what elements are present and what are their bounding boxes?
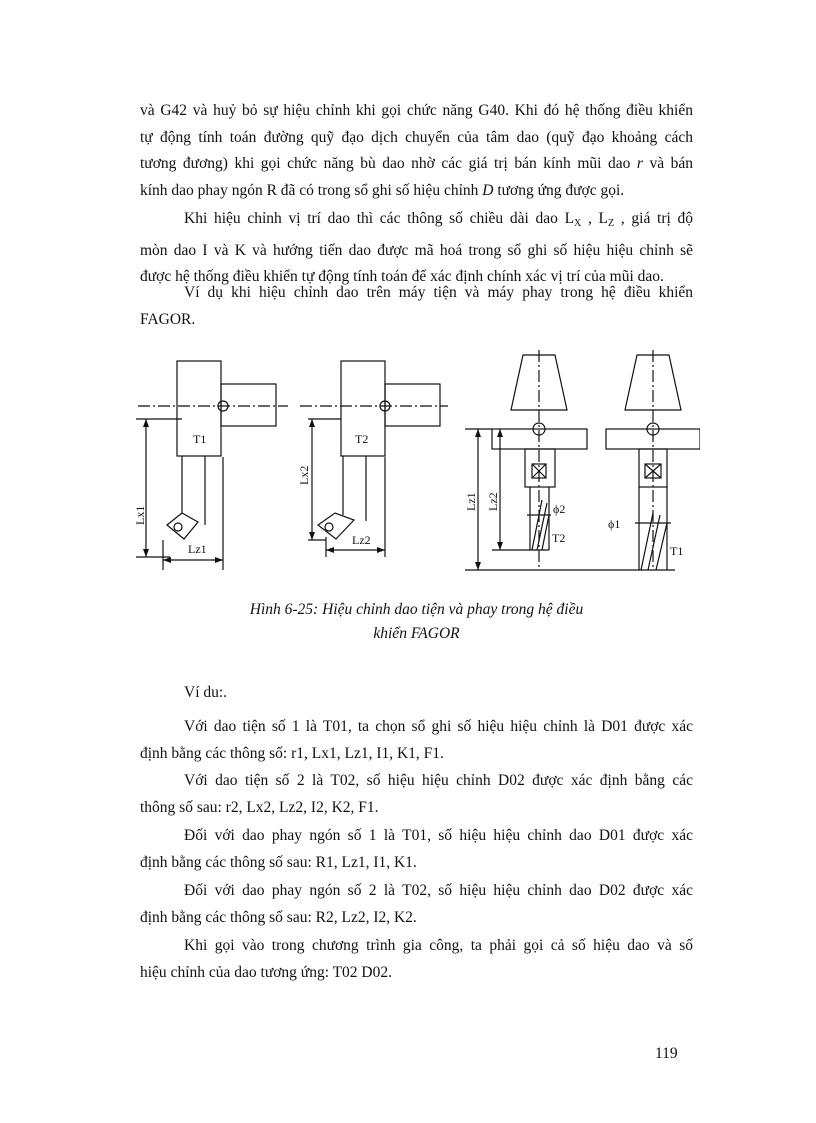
p1-var-r: r xyxy=(636,155,643,172)
lathe-tool-t1 xyxy=(136,361,288,570)
turret-t1 xyxy=(221,384,276,426)
figure-caption xyxy=(140,598,693,646)
p1-line-4-b: tương ứng được gọi. xyxy=(493,181,625,199)
p8-line-1: Đối với dao phay ngón số 2 là T02, số hiệu hiệu chỉnh dao D02 được xác xyxy=(184,882,693,899)
label-lz2: Lz2 xyxy=(352,533,371,547)
p7-line-1: Đối với dao phay ngón số 1 là T01, số hiệu hiệu chỉnh dao D01 được xác xyxy=(184,827,693,844)
p7-line-2: định bằng các thông số sau: R1, Lz1, I1, K1. xyxy=(140,853,417,871)
p2-line-1-c: , giá trị độ xyxy=(614,210,693,227)
paragraph-3 xyxy=(140,280,693,333)
p1-line-3-a: tương đương) khi gọi chức năng bù dao nhờ các giá trị bán kính mũi dao xyxy=(140,155,637,172)
paragraph-7 xyxy=(140,823,693,876)
caption-line-2: khiển FAGOR xyxy=(373,625,460,642)
p2-sub-x: X xyxy=(574,218,582,229)
p2-line-1-b: , L xyxy=(581,210,609,227)
example-heading xyxy=(140,680,693,707)
p9-line-1: Khi gọi vào trong chương trình gia công, ta phải gọi cả số hiệu dao và số xyxy=(184,937,693,954)
p1-line-1: và G42 và huỷ bỏ sự hiệu chỉnh khi gọi chức năng G40. Khi đó hệ thống điều khiển xyxy=(140,102,693,119)
insert-hole-t1 xyxy=(174,523,182,531)
p2-line-1 xyxy=(140,206,693,238)
insert-t2 xyxy=(318,513,354,539)
p3-line-1: Ví dụ khi hiệu chỉnh dao trên máy tiện và máy phay trong hệ điều khiển xyxy=(184,284,693,301)
label-lz2-mill: Lz2 xyxy=(486,492,500,511)
label-lx2: Lx2 xyxy=(297,465,311,485)
insert-t1 xyxy=(167,513,198,539)
p6-line-1: Với dao tiện số 2 là T02, số hiệu hiệu chỉnh D02 được xác định bằng các xyxy=(184,772,693,789)
lathe-tool-t2 xyxy=(300,361,448,557)
p2-line-1-a: Khi hiệu chỉnh vị trí dao thì các thông số chiều dài dao L xyxy=(184,210,575,227)
p8-line-2: định bằng các thông số sau: R2, Lz2, I2, K2. xyxy=(140,908,417,926)
flutes-t1 xyxy=(641,513,667,570)
p1-line-4 xyxy=(140,178,693,205)
label-lx1: Lx1 xyxy=(133,505,147,525)
insert-hole-t2 xyxy=(325,523,333,531)
p5-line-1: Với dao tiện số 1 là T01, ta chọn sổ ghi số hiệu hiệu chỉnh là D01 được xác xyxy=(184,718,693,735)
p4-line: Ví du:. xyxy=(184,684,228,701)
paragraph-5 xyxy=(140,714,693,767)
label-mill-t1: T1 xyxy=(670,544,684,558)
p1-var-d: D xyxy=(482,181,494,199)
page-number: 119 xyxy=(655,1045,678,1062)
p6-line-2: thông số sau: r2, Lx2, Lz2, I2, K2, F1. xyxy=(140,798,379,816)
turret-t2 xyxy=(385,384,440,426)
paragraph-8 xyxy=(140,878,693,931)
paragraph-6 xyxy=(140,768,693,821)
label-t2: T2 xyxy=(355,432,369,446)
p2-line-2: mòn dao I và K và hướng tiến dao được mã hoá trong sổ ghi số hiệu hiệu chỉnh sẽ xyxy=(140,241,693,259)
p5-line-2: định bằng các thông số: r1, Lx1, Lz1, I1, K1, F1. xyxy=(140,744,444,762)
p1-line-3 xyxy=(140,151,693,178)
caption-line-1: Hình 6-25: Hiệu chỉnh dao tiện và phay trong hệ điều xyxy=(249,601,584,618)
label-lz1-mill: Lz1 xyxy=(464,492,478,511)
p1-line-3-b: và bán xyxy=(642,155,694,172)
p3-line-2: FAGOR. xyxy=(140,310,196,328)
label-phi2: ϕ2 xyxy=(553,502,566,516)
p2-line-3: được hệ thống điều khiển tự động tính toán để xác định chính xác vị trí của mũi dao. xyxy=(140,268,664,285)
mill-tool-t2 xyxy=(465,350,675,570)
flutes-t2 xyxy=(532,500,549,550)
p1-line-4-a: kính dao phay ngón R đã có trong sổ ghi số hiệu chỉnh xyxy=(140,181,483,199)
label-mill-t2: T2 xyxy=(552,531,566,545)
paragraph-2 xyxy=(140,206,693,291)
mill-tool-t1 xyxy=(606,350,700,570)
label-phi1: ϕ1 xyxy=(608,517,621,531)
figure-6-25 xyxy=(130,345,700,580)
label-lz1: Lz1 xyxy=(188,542,207,556)
p9-line-2: hiệu chỉnh của dao tương ứng: T02 D02. xyxy=(140,963,393,981)
p2-sub-z: Z xyxy=(608,218,615,229)
collet-t2 xyxy=(525,449,555,487)
p1-line-2: tự động tính toán đường quỹ đạo dịch chuyển của tâm dao (quỹ đạo khoảng cách xyxy=(140,128,693,146)
paragraph-9 xyxy=(140,933,693,986)
label-t1: T1 xyxy=(193,432,207,446)
paragraph-1 xyxy=(140,98,693,204)
